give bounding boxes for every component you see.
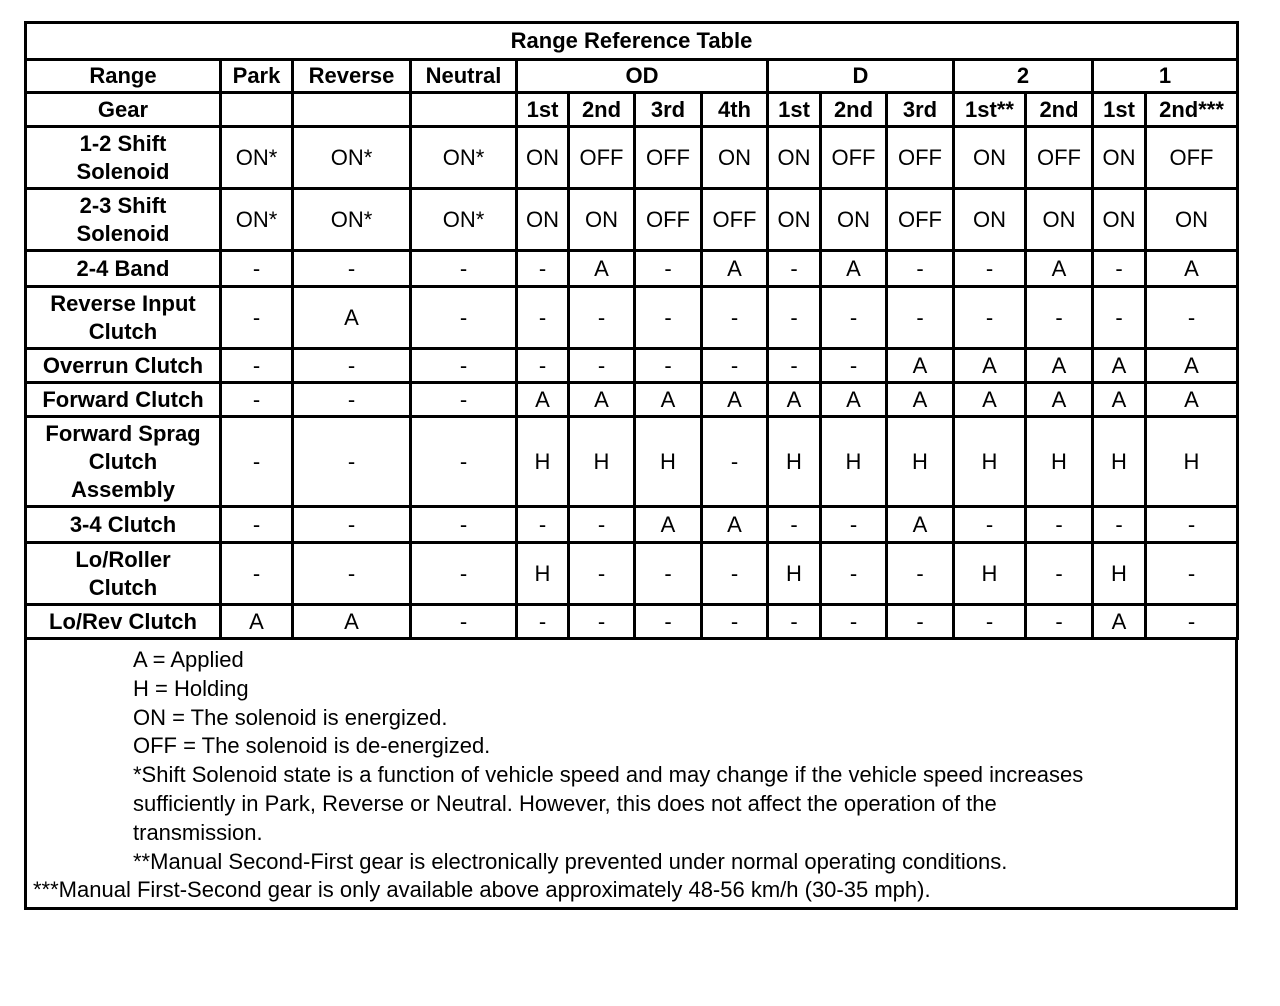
value-cell: - — [635, 287, 702, 349]
value-cell: - — [293, 543, 411, 605]
row-label — [26, 543, 221, 605]
value-cell: ON — [1093, 127, 1146, 189]
note-line: **Manual Second-First gear is electronically prevented under normal operating conditions. — [133, 848, 1008, 874]
value-cell: H — [1026, 417, 1093, 507]
value-cell: ON — [569, 189, 635, 251]
table-row — [26, 543, 1238, 605]
row-label — [26, 383, 221, 417]
row-label-line: Lo/Roller — [75, 546, 171, 572]
value-cell: - — [293, 349, 411, 383]
table-row — [26, 507, 1238, 543]
value-cell: - — [411, 507, 517, 543]
value-cell: ON* — [411, 127, 517, 189]
value-cell: H — [517, 543, 569, 605]
value-cell: A — [768, 383, 821, 417]
value-cell: - — [221, 507, 293, 543]
value-cell: ON — [702, 127, 768, 189]
value-cell: A — [1093, 383, 1146, 417]
value-cell: A — [702, 251, 768, 287]
value-cell: A — [1026, 251, 1093, 287]
value-cell: - — [954, 507, 1026, 543]
value-cell: OFF — [1026, 127, 1093, 189]
value-cell: - — [411, 543, 517, 605]
value-cell: - — [821, 507, 887, 543]
value-cell: OFF — [1146, 127, 1238, 189]
row-label-line: Forward Sprag — [45, 420, 201, 446]
value-cell: - — [221, 287, 293, 349]
value-cell: A — [293, 605, 411, 639]
value-cell: - — [887, 605, 954, 639]
value-cell: A — [569, 383, 635, 417]
value-cell: H — [1093, 543, 1146, 605]
row-label-line: Solenoid — [76, 158, 170, 184]
row-label — [26, 417, 221, 507]
value-cell: - — [702, 417, 768, 507]
value-cell: A — [887, 383, 954, 417]
value-cell: OFF — [569, 127, 635, 189]
value-cell: - — [702, 543, 768, 605]
gear-header-cell: 3rd — [887, 93, 954, 127]
note-line: ***Manual First-Second gear is only available above approximately 48-56 km/h (30-35 mph). — [33, 877, 931, 903]
value-cell: - — [293, 417, 411, 507]
value-cell: A — [1146, 251, 1238, 287]
value-cell: ON — [768, 127, 821, 189]
value-cell: - — [1093, 251, 1146, 287]
row-label-line: Overrun Clutch — [42, 352, 204, 378]
gear-header-cell: 2nd — [1026, 93, 1093, 127]
value-cell: - — [768, 287, 821, 349]
table-row — [26, 383, 1238, 417]
table-row — [26, 127, 1238, 189]
value-cell: A — [293, 287, 411, 349]
value-cell: - — [1146, 543, 1238, 605]
value-cell: ON — [1093, 189, 1146, 251]
gear-header-cell — [293, 93, 411, 127]
value-cell: - — [517, 287, 569, 349]
gear-header-cell: 1st — [1093, 93, 1146, 127]
value-cell: ON — [517, 127, 569, 189]
gear-header-cell — [411, 93, 517, 127]
value-cell: - — [411, 287, 517, 349]
row-label-line: Forward Clutch — [42, 386, 204, 412]
value-cell: - — [411, 251, 517, 287]
range-group-header: Park — [221, 60, 293, 93]
value-cell: OFF — [887, 127, 954, 189]
value-cell: - — [1026, 507, 1093, 543]
gear-header-cell — [221, 93, 293, 127]
table-row — [26, 287, 1238, 349]
value-cell: H — [1093, 417, 1146, 507]
row-label — [26, 251, 221, 287]
value-cell: A — [517, 383, 569, 417]
value-cell: A — [635, 507, 702, 543]
value-cell: - — [635, 349, 702, 383]
value-cell: H — [768, 543, 821, 605]
value-cell: A — [1026, 349, 1093, 383]
value-cell: - — [221, 349, 293, 383]
value-cell: - — [293, 251, 411, 287]
value-cell: ON — [517, 189, 569, 251]
value-cell: - — [768, 605, 821, 639]
value-cell: - — [411, 417, 517, 507]
row-label-line: Lo/Rev Clutch — [49, 608, 197, 634]
value-cell: - — [569, 507, 635, 543]
value-cell: - — [1026, 605, 1093, 639]
value-cell: - — [569, 287, 635, 349]
value-cell: - — [411, 349, 517, 383]
value-cell: - — [954, 251, 1026, 287]
row-label-line: Solenoid — [76, 220, 170, 246]
row-label — [26, 189, 221, 251]
value-cell: A — [1093, 605, 1146, 639]
range-group-header: OD — [517, 60, 768, 93]
gear-header-cell: 2nd*** — [1146, 93, 1238, 127]
value-cell: OFF — [635, 189, 702, 251]
value-cell: A — [887, 349, 954, 383]
value-cell: - — [411, 605, 517, 639]
row-label — [26, 349, 221, 383]
row-label-line: Clutch — [88, 448, 158, 474]
value-cell: - — [221, 383, 293, 417]
row-label-line: Clutch — [88, 574, 158, 600]
value-cell: ON — [821, 189, 887, 251]
value-cell: - — [1093, 287, 1146, 349]
value-cell: ON* — [221, 189, 293, 251]
value-cell: - — [411, 383, 517, 417]
row-label — [26, 507, 221, 543]
value-cell: A — [635, 383, 702, 417]
gear-header-cell: 2nd — [821, 93, 887, 127]
row-label-line: Assembly — [71, 476, 175, 502]
value-cell: - — [887, 543, 954, 605]
row-label-line: 2-3 Shift — [79, 192, 167, 218]
value-cell: A — [954, 349, 1026, 383]
value-cell: A — [221, 605, 293, 639]
value-cell: ON — [954, 189, 1026, 251]
row-label — [26, 127, 221, 189]
note-line: OFF = The solenoid is de-energized. — [133, 733, 491, 759]
value-cell: H — [517, 417, 569, 507]
value-cell: OFF — [821, 127, 887, 189]
value-cell: ON — [768, 189, 821, 251]
gear-header-cell: 3rd — [635, 93, 702, 127]
row-label-line: 3-4 Clutch — [69, 511, 177, 537]
value-cell: OFF — [887, 189, 954, 251]
value-cell: - — [517, 507, 569, 543]
value-cell: - — [1146, 605, 1238, 639]
value-cell: H — [954, 543, 1026, 605]
table-row — [26, 251, 1238, 287]
value-cell: - — [821, 349, 887, 383]
gear-header-row — [26, 93, 1238, 127]
range-group-header: 1 — [1093, 60, 1238, 93]
value-cell: - — [768, 507, 821, 543]
range-reference-table-document — [24, 21, 1238, 910]
value-cell: A — [821, 251, 887, 287]
value-cell: - — [887, 251, 954, 287]
value-cell: A — [1146, 383, 1238, 417]
table-row — [26, 605, 1238, 639]
value-cell: A — [821, 383, 887, 417]
value-cell: H — [569, 417, 635, 507]
value-cell: - — [221, 417, 293, 507]
value-cell: ON* — [293, 127, 411, 189]
note-line: sufficiently in Park, Reverse or Neutral. However, this does not affect the operation of the — [133, 790, 997, 816]
note-line: H = Holding — [133, 675, 249, 701]
table-row — [26, 417, 1238, 507]
value-cell: - — [702, 605, 768, 639]
value-cell: - — [1146, 507, 1238, 543]
value-cell: - — [293, 383, 411, 417]
value-cell: H — [1146, 417, 1238, 507]
value-cell: - — [635, 251, 702, 287]
value-cell: ON* — [221, 127, 293, 189]
value-cell: H — [768, 417, 821, 507]
value-cell: ON — [1026, 189, 1093, 251]
gear-header-cell: 2nd — [569, 93, 635, 127]
value-cell: - — [569, 543, 635, 605]
value-cell: A — [702, 507, 768, 543]
value-cell: - — [569, 605, 635, 639]
value-cell: H — [887, 417, 954, 507]
row-label-line: Clutch — [88, 318, 158, 344]
value-cell: A — [1093, 349, 1146, 383]
value-cell: ON — [954, 127, 1026, 189]
value-cell: A — [1026, 383, 1093, 417]
value-cell: - — [821, 605, 887, 639]
range-group-header: 2 — [954, 60, 1093, 93]
range-group-header: Reverse — [293, 60, 411, 93]
table-row — [26, 349, 1238, 383]
value-cell: ON* — [411, 189, 517, 251]
range-header-label: Range — [26, 60, 221, 93]
value-cell: - — [517, 349, 569, 383]
note-line: *Shift Solenoid state is a function of vehicle speed and may change if the vehicle speed increases — [133, 762, 1084, 788]
value-cell: - — [517, 251, 569, 287]
value-cell: A — [1146, 349, 1238, 383]
value-cell: - — [768, 251, 821, 287]
value-cell: H — [821, 417, 887, 507]
value-cell: A — [887, 507, 954, 543]
value-cell: A — [569, 251, 635, 287]
value-cell: - — [221, 251, 293, 287]
row-label — [26, 287, 221, 349]
row-label-line: Reverse Input — [50, 290, 196, 316]
gear-header-cell: 1st** — [954, 93, 1026, 127]
row-label-line: 2-4 Band — [76, 255, 170, 281]
value-cell: - — [821, 543, 887, 605]
range-header-row — [26, 60, 1238, 93]
legend-notes — [24, 640, 1238, 910]
gear-header-cell: 1st — [768, 93, 821, 127]
value-cell: - — [517, 605, 569, 639]
gear-header-label: Gear — [26, 93, 221, 127]
value-cell: - — [702, 287, 768, 349]
value-cell: - — [1026, 287, 1093, 349]
table-row — [26, 189, 1238, 251]
value-cell: OFF — [635, 127, 702, 189]
gear-header-cell: 1st — [517, 93, 569, 127]
value-cell: ON* — [293, 189, 411, 251]
table-title: Range Reference Table — [26, 23, 1238, 60]
value-cell: ON — [1146, 189, 1238, 251]
value-cell: - — [887, 287, 954, 349]
value-cell: A — [954, 383, 1026, 417]
value-cell: H — [635, 417, 702, 507]
value-cell: - — [221, 543, 293, 605]
row-label-line: 1-2 Shift — [79, 130, 167, 156]
gear-header-cell: 4th — [702, 93, 768, 127]
range-reference-table — [24, 21, 1239, 640]
value-cell: - — [569, 349, 635, 383]
note-line: ON = The solenoid is energized. — [133, 704, 448, 730]
note-line: A = Applied — [133, 647, 244, 672]
range-group-header: Neutral — [411, 60, 517, 93]
value-cell: - — [954, 287, 1026, 349]
value-cell: A — [702, 383, 768, 417]
value-cell: H — [954, 417, 1026, 507]
value-cell: - — [1146, 287, 1238, 349]
value-cell: - — [702, 349, 768, 383]
value-cell: - — [635, 543, 702, 605]
value-cell: - — [954, 605, 1026, 639]
value-cell: - — [635, 605, 702, 639]
value-cell: - — [1026, 543, 1093, 605]
value-cell: - — [1093, 507, 1146, 543]
value-cell: - — [293, 507, 411, 543]
range-group-header: D — [768, 60, 954, 93]
value-cell: OFF — [702, 189, 768, 251]
value-cell: - — [821, 287, 887, 349]
value-cell: - — [768, 349, 821, 383]
note-line: transmission. — [133, 819, 263, 845]
row-label — [26, 605, 221, 639]
title-row — [26, 23, 1238, 60]
